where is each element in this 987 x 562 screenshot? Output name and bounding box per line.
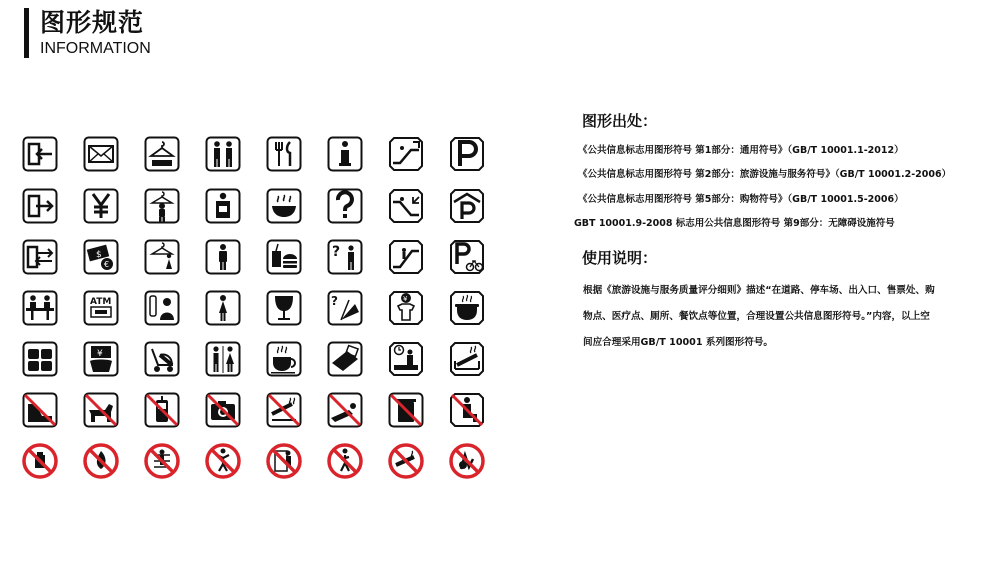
cloakroom-icon: [144, 136, 184, 176]
source-item: 《公共信息标志用图形符号 第5部分：购物符号》（GB/T 10001.5-2006）: [578, 194, 904, 205]
source-item: 《公共信息标志用图形符号 第2部分：旅游设施与服务符号》（GB/T 10001.2-2006）: [578, 169, 952, 180]
usage-line: 间应合理采用GB/T 10001 系列图形符号。: [583, 337, 774, 348]
exit-icon: [22, 188, 62, 228]
svg-text:?: ?: [332, 244, 341, 260]
usage-text: [583, 278, 983, 356]
page-subtitle: INFORMATION: [40, 40, 151, 57]
reception-icon: [205, 188, 245, 228]
usage-heading: 使用说明：: [582, 249, 658, 267]
svg-text:?: ?: [331, 294, 338, 308]
laundry-icon: [388, 290, 428, 330]
svg-text:€: €: [104, 260, 110, 269]
information-icon: [327, 136, 367, 176]
svg-text:$: $: [96, 250, 102, 260]
baby-care-icon: [144, 290, 184, 330]
svg-text:ATM: ATM: [90, 297, 112, 307]
tea-house-icon: [449, 290, 489, 330]
no-walking-icon: [327, 443, 367, 483]
no-fire-icon: [83, 443, 123, 483]
family-icon: [205, 136, 245, 176]
no-photo-icon: [205, 392, 245, 432]
escalator-down-icon: [388, 188, 428, 228]
payment-icon: [83, 341, 123, 381]
fast-food-icon: [266, 239, 306, 279]
luggage-icon: [22, 341, 62, 381]
wine-bar-icon: [266, 290, 306, 330]
usage-line: 根据《旅游设施与服务质量评分细则》描述“在道路、停车场、出入口、售票处、购: [583, 285, 935, 296]
bowl-icon: [266, 188, 306, 228]
question-icon: [327, 188, 367, 228]
no-feet-on-seat-icon: [22, 392, 62, 432]
escalator-up-icon: [388, 136, 428, 176]
header-accent-bar: [24, 8, 29, 58]
toilets-icon: [205, 341, 245, 381]
sources-heading: 图形出处：: [582, 112, 658, 130]
no-touch-icon: [449, 443, 489, 483]
no-sitting-icon: [449, 392, 489, 432]
svg-text:¥: ¥: [403, 295, 408, 303]
no-lying-icon: [327, 392, 367, 432]
mail-icon: [83, 136, 123, 176]
entrance-icon: [22, 136, 62, 176]
no-smoking-icon: [388, 443, 428, 483]
no-entry-pushing-icon: [266, 443, 306, 483]
umbrella-icon: [327, 290, 367, 330]
money-exchange-icon: [83, 239, 123, 279]
coat-hanger-man-icon: [144, 188, 184, 228]
no-drinks-icon: [22, 443, 62, 483]
source-item: GBT 10001.9-2008 标志用公共信息图形符号 第9部分：无障碍设施符号: [574, 218, 895, 229]
no-smoking-area-icon: [266, 392, 306, 432]
female-toilet-icon: [205, 290, 245, 330]
waiting-room-icon: [388, 341, 428, 381]
page-title: 图形规范: [40, 8, 145, 37]
no-climbing-icon: [144, 443, 184, 483]
restaurant-icon: [266, 136, 306, 176]
stroller-icon: [144, 341, 184, 381]
currency-icon: [83, 188, 123, 228]
covered-parking-icon: [449, 188, 489, 228]
service-counter-icon: [22, 290, 62, 330]
bicycle-parking-icon: [449, 239, 489, 279]
coat-hanger-woman-icon: [144, 239, 184, 279]
no-dogs-icon: [83, 392, 123, 432]
no-jumping-icon: [205, 443, 245, 483]
svg-text:¥: ¥: [97, 349, 103, 359]
no-trash-icon: [388, 392, 428, 432]
help-desk-icon: [327, 239, 367, 279]
atm-icon: [83, 290, 123, 330]
ticket-icon: [327, 341, 367, 381]
source-item: 《公共信息标志用图形符号 第1部分：通用符号》（GB/T 10001.1-2012）: [578, 145, 904, 156]
parking-icon: [449, 136, 489, 176]
male-toilet-icon: [205, 239, 245, 279]
smoking-area-icon: [449, 341, 489, 381]
usage-line: 物点、医疗点、厕所、餐饮点等位置，合理设置公共信息图形符号。”内容，以上空: [583, 311, 930, 322]
no-phone-icon: [144, 392, 184, 432]
coffee-icon: [266, 341, 306, 381]
entrance-exit-icon: [22, 239, 62, 279]
escalator-icon: [388, 239, 428, 279]
